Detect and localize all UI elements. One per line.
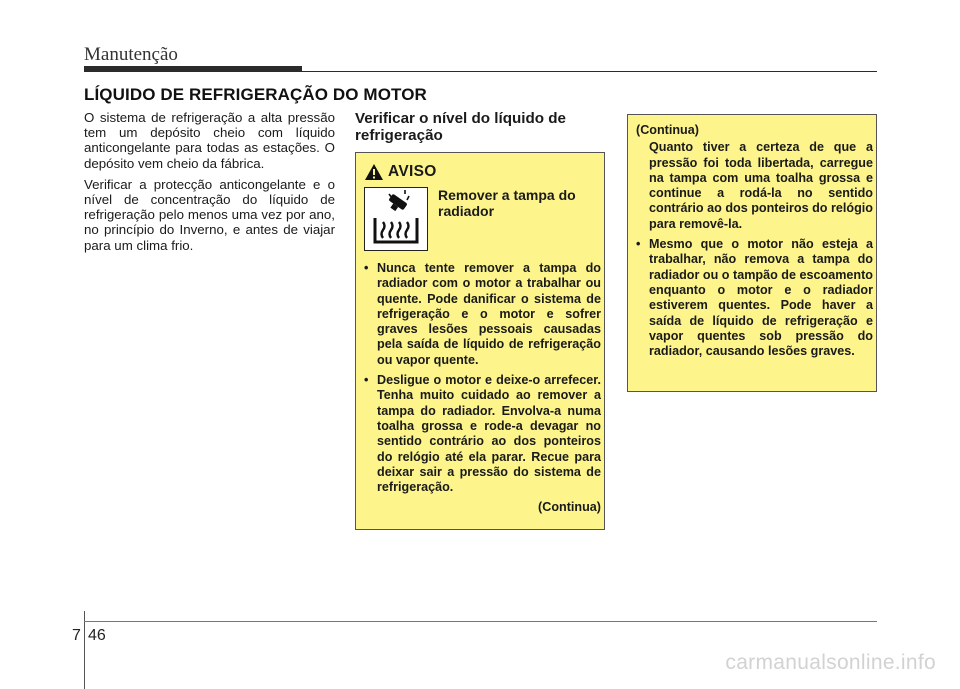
warning-box-continued [627,114,877,392]
page-number-value: 46 [88,627,106,644]
intro-paragraph-2: Verificar a protecção anticongelante e o nível de concentração do líquido de refrigeração pelo menos uma vez por ano, no princípio do Inverno, e antes de viajar para um clima frio. [84,176,335,253]
warning-label-row [364,163,437,181]
chapter-number: 7 [72,627,81,644]
warning-triangle-icon [364,163,384,181]
warning-cont-content [636,123,873,364]
warning-box [355,152,605,530]
page-title: LÍQUIDO DE REFRIGERAÇÃO DO MOTOR [84,85,427,104]
intro-column [84,110,335,259]
intro-paragraph-1: O sistema de refrigeração a alta pressão tem um depósito cheio com líquido anticongelante para todas as estações. O depósito vem cheio da fábrica. [84,110,335,171]
warning-cont-bullet-1: • Mesmo que o motor não esteja a trabalhar, não remova a tampa do radiador ou o tampão de escoamento enquanto o motor e o radiador estiverem quentes. Pode haver a saída de líquido de refrigeração e vapor quentes sob pressão do radiador, causando lesões graves. [636,237,873,359]
warning-label: AVISO [388,163,437,180]
hot-radiator-cap-icon [364,187,428,251]
warning-bullets [364,261,601,516]
warning-continued: (Continua) [538,500,601,515]
warning-title: Remover a tampa do radiador [438,187,576,219]
header-rule-thin [302,71,877,72]
warning-cont-heading: (Continua) [636,123,699,137]
header-rule-thick [84,66,302,72]
warning-bullet-1: • Nunca tente remover a tampa do radiador com o motor a trabalhar ou quente. Pode danificar o sistema de refrigeração e o motor e sofrer graves lesões pessoais causadas pela saída de líquido de refrigeração ou vapor quente. [364,261,601,368]
footer-horizontal-rule [84,621,877,622]
section-header: Manutenção [84,44,178,65]
warning-cont-paragraph: Quanto tiver a certeza de que a pressão foi toda libertada, carregue na tampa com uma toalha grossa e continue a rodá-la no sentido contrário ao dos ponteiros do relógio para removê-la. [649,140,873,231]
footer-vertical-rule [84,611,85,689]
watermark: carmanualsonline.info [725,651,936,674]
subsection-heading: Verificar o nível do líquido de refrigeração [355,110,566,144]
warning-bullet-2: • Desligue o motor e deixe-o arrefecer. Tenha muito cuidado ao remover a tampa do radiador. Envolva-a numa toalha grossa e rode-a devagar no sentido contrário ao dos ponteiros do relógio até ela parar. Recue para deixar sair a pressão do sistema de refrigeração. [364,373,601,495]
